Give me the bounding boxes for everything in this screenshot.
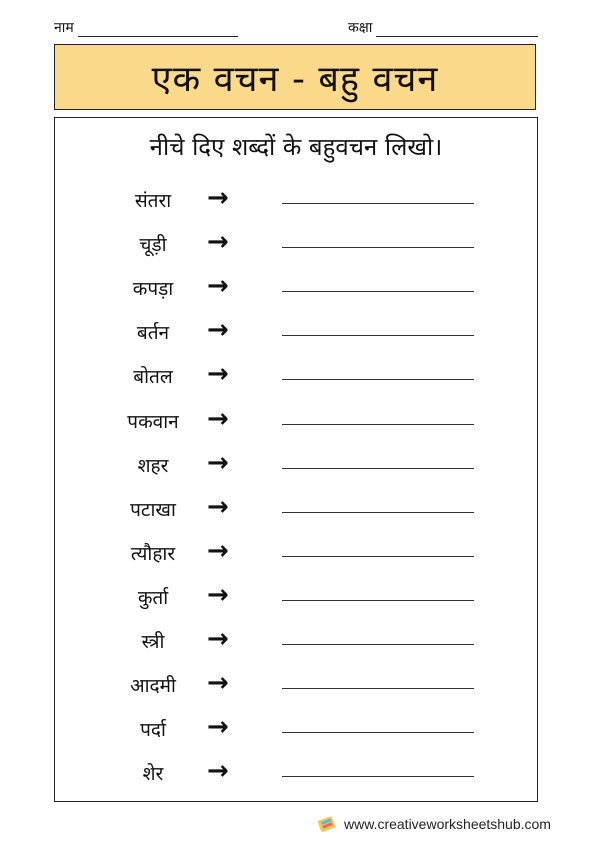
arrow-right-icon: → bbox=[207, 535, 229, 566]
answer-blank-line[interactable] bbox=[282, 379, 474, 380]
word-row bbox=[55, 403, 537, 436]
singular-word: शेर bbox=[142, 763, 164, 786]
name-label: नाम bbox=[54, 20, 74, 36]
arrow-right-icon: → bbox=[207, 668, 229, 699]
arrow-right-icon: → bbox=[207, 712, 229, 743]
singular-word: संतरा bbox=[134, 190, 172, 212]
answer-blank-line[interactable] bbox=[282, 247, 474, 248]
instruction-text: नीचे दिए शब्दों के बहुवचन लिखो। bbox=[149, 133, 443, 161]
singular-word: चूड़ी bbox=[139, 234, 167, 257]
singular-word: स्त्री bbox=[141, 631, 165, 653]
arrow-right-icon: → bbox=[207, 227, 229, 258]
arrow-right-icon: → bbox=[207, 447, 229, 478]
answer-blank-line[interactable] bbox=[282, 688, 474, 689]
arrow-right-icon: → bbox=[207, 491, 229, 522]
singular-word: पकवान bbox=[127, 410, 179, 433]
footer-url[interactable]: www.creativeworksheetshub.com bbox=[344, 816, 551, 832]
answer-blank-line[interactable] bbox=[282, 776, 474, 777]
word-row bbox=[55, 491, 537, 524]
arrow-right-icon: → bbox=[207, 403, 229, 434]
class-field bbox=[348, 18, 538, 37]
arrow-right-icon: → bbox=[207, 315, 229, 346]
word-row bbox=[55, 229, 537, 259]
answer-blank-line[interactable] bbox=[282, 512, 474, 513]
singular-word: बोतल bbox=[133, 366, 173, 389]
singular-word: पटाखा bbox=[130, 498, 176, 521]
word-row bbox=[55, 185, 537, 215]
arrow-right-icon: → bbox=[207, 359, 229, 390]
word-row bbox=[55, 317, 537, 347]
singular-word: कपड़ा bbox=[132, 278, 174, 301]
word-row bbox=[55, 670, 537, 700]
exercise-box bbox=[54, 117, 538, 802]
footer bbox=[316, 812, 551, 836]
word-row bbox=[55, 535, 537, 568]
singular-word: त्यौहार bbox=[130, 542, 176, 565]
answer-blank-line[interactable] bbox=[282, 732, 474, 733]
answer-blank-line[interactable] bbox=[282, 644, 474, 645]
name-field bbox=[54, 18, 238, 37]
singular-word: बर्तन bbox=[136, 322, 170, 345]
pencil-logo-icon bbox=[316, 813, 338, 835]
arrow-right-icon: → bbox=[207, 271, 229, 302]
word-row bbox=[55, 447, 537, 480]
answer-blank-line[interactable] bbox=[282, 291, 474, 292]
title-banner bbox=[54, 44, 536, 110]
singular-word: कुर्ता bbox=[137, 586, 169, 609]
answer-blank-line[interactable] bbox=[282, 424, 474, 425]
answer-blank-line[interactable] bbox=[282, 556, 474, 557]
class-label: कक्षा bbox=[348, 20, 373, 36]
arrow-right-icon: → bbox=[207, 624, 229, 654]
word-row bbox=[55, 579, 537, 612]
arrow-right-icon: → bbox=[207, 756, 229, 787]
answer-blank-line[interactable] bbox=[282, 600, 474, 601]
answer-blank-line[interactable] bbox=[282, 203, 474, 204]
singular-word: पर्दा bbox=[140, 719, 166, 742]
arrow-right-icon: → bbox=[207, 183, 229, 213]
header-fields bbox=[54, 18, 554, 40]
name-blank-line[interactable] bbox=[78, 24, 238, 37]
word-row bbox=[55, 273, 537, 303]
arrow-right-icon: → bbox=[207, 579, 229, 610]
word-row bbox=[55, 758, 537, 788]
answer-blank-line[interactable] bbox=[282, 468, 474, 469]
singular-word: शहर bbox=[137, 454, 169, 477]
word-row bbox=[55, 361, 537, 391]
word-row bbox=[55, 626, 537, 656]
answer-blank-line[interactable] bbox=[282, 335, 474, 336]
singular-word: आदमी bbox=[130, 675, 176, 698]
word-row bbox=[55, 714, 537, 744]
page-title: एक वचन - बहु वचन bbox=[151, 58, 439, 100]
class-blank-line[interactable] bbox=[376, 24, 538, 37]
